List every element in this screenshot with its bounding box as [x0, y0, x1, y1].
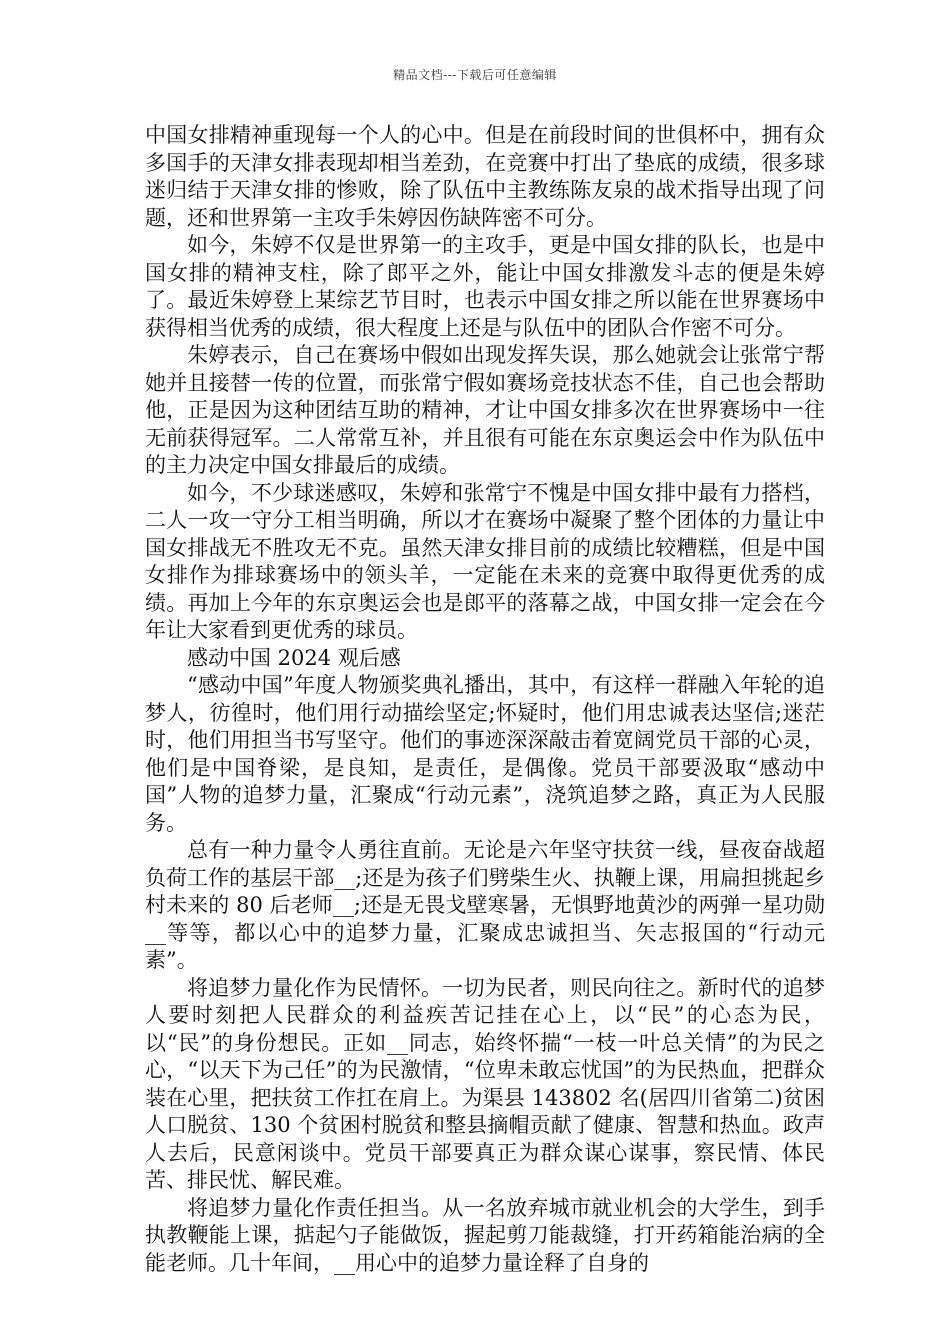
page-header: 精品文档---下载后可任意编辑 [393, 68, 557, 82]
section-heading: 感动中国 2024 观后感 [187, 645, 401, 670]
paragraph-5: “感动中国”年度人物颁奖典礼播出，其中，有这样一群融入年轮的追梦人，彷徨时，他们用行动描绘坚定;怀疑时，他们用忠诚表达坚信;迷茫时，他们用担当书写坚守。他们的事迹深深敲击着宽阔党员干部的心灵，他们是中国脊梁，是良知，是责任，是偶像。党员干部要汲取“感动中国”人物的追梦力量，汇聚成“行动元素”，浇筑追梦之路，真正为人民服务。 [145, 673, 825, 835]
paragraph-8: 将追梦力量化作责任担当。从一名放弃城市就业机会的大学生，到手执教鞭能上课，掂起勺子能做饭，握起剪刀能裁缝，打开药箱能治病的全能老师。几十年间，__用心中的追梦力量诠释了自身的 [145, 1195, 825, 1275]
paragraph-7: 将追梦力量化作为民情怀。一切为民者，则民向往之。新时代的追梦人要时刻把人民群众的利益疾苦记挂在心上，以“民”的心态为民，以“民”的身份想民。正如__同志，始终怀揣“一枝一叶总关情”的为民之心，“以天下为己任”的为民激情，“位卑未敢忘忧国”的为民热血，把群众装在心里，把扶贫工作扛在肩上。为渠县 143802 名(居四川省第二)贫困人口脱贫、130 个贫困村脱贫和整县摘帽贡献了健康、智慧和热血。政声人去后，民意闲谈中。党员干部要真正为群众谋心谋事，察民情、体民苦、排民忧、解民难。 [145, 975, 825, 1192]
paragraph-2: 如今，朱婷不仅是世界第一的主攻手，更是中国女排的队长，也是中国女排的精神支柱，除了郎平之外，能让中国女排激发斗志的便是朱婷了。最近朱婷登上某综艺节目时，也表示中国女排之所以能在世界赛场中获得相当优秀的成绩，很大程度上还是与队伍中的团队合作密不可分。 [145, 233, 825, 340]
paragraph-6: 总有一种力量令人勇往直前。无论是六年坚守扶贫一线，昼夜奋战超负荷工作的基层干部__;还是为孩子们劈柴生火、执鞭上课，用扁担挑起乡村未来的 80 后老师__;还是无畏戈壁寒暑，无惧野地黄沙的两弹一星功勋__等等，都以心中的追梦力量，汇聚成忠诚担当、矢志报国的“行动元素”。 [145, 838, 825, 972]
paragraph-3: 朱婷表示，自己在赛场中假如出现发挥失误，那么她就会让张常宁帮她并且接替一传的位置，而张常宁假如赛场竞技状态不佳，自己也会帮助他，正是因为这种团结互助的精神，才让中国女排多次在世界赛场中一往无前获得冠军。二人常常互补，并且很有可能在东京奥运会中作为队伍中的主力决定中国女排最后的成绩。 [145, 343, 825, 477]
document-body [145, 122, 825, 1277]
paragraph-4: 如今，不少球迷感叹，朱婷和张常宁不愧是中国女排中最有力搭档，二人一攻一守分工相当明确，所以才在赛场中凝聚了整个团体的力量让中国女排战无不胜攻无不克。虽然天津女排目前的成绩比较糟糕，但是中国女排作为排球赛场中的领头羊，一定能在未来的竞赛中取得更优秀的成绩。再加上今年的东京奥运会也是郎平的落幕之战，中国女排一定会在今年让大家看到更优秀的球员。 [145, 480, 825, 642]
paragraph-1: 中国女排精神重现每一个人的心中。但是在前段时间的世俱杯中，拥有众多国手的天津女排表现却相当差劲，在竞赛中打出了垫底的成绩，很多球迷归结于天津女排的惨败，除了队伍中主教练陈友泉的战术指导出现了问题，还和世界第一主攻手朱婷因伤缺阵密不可分。 [145, 123, 825, 230]
